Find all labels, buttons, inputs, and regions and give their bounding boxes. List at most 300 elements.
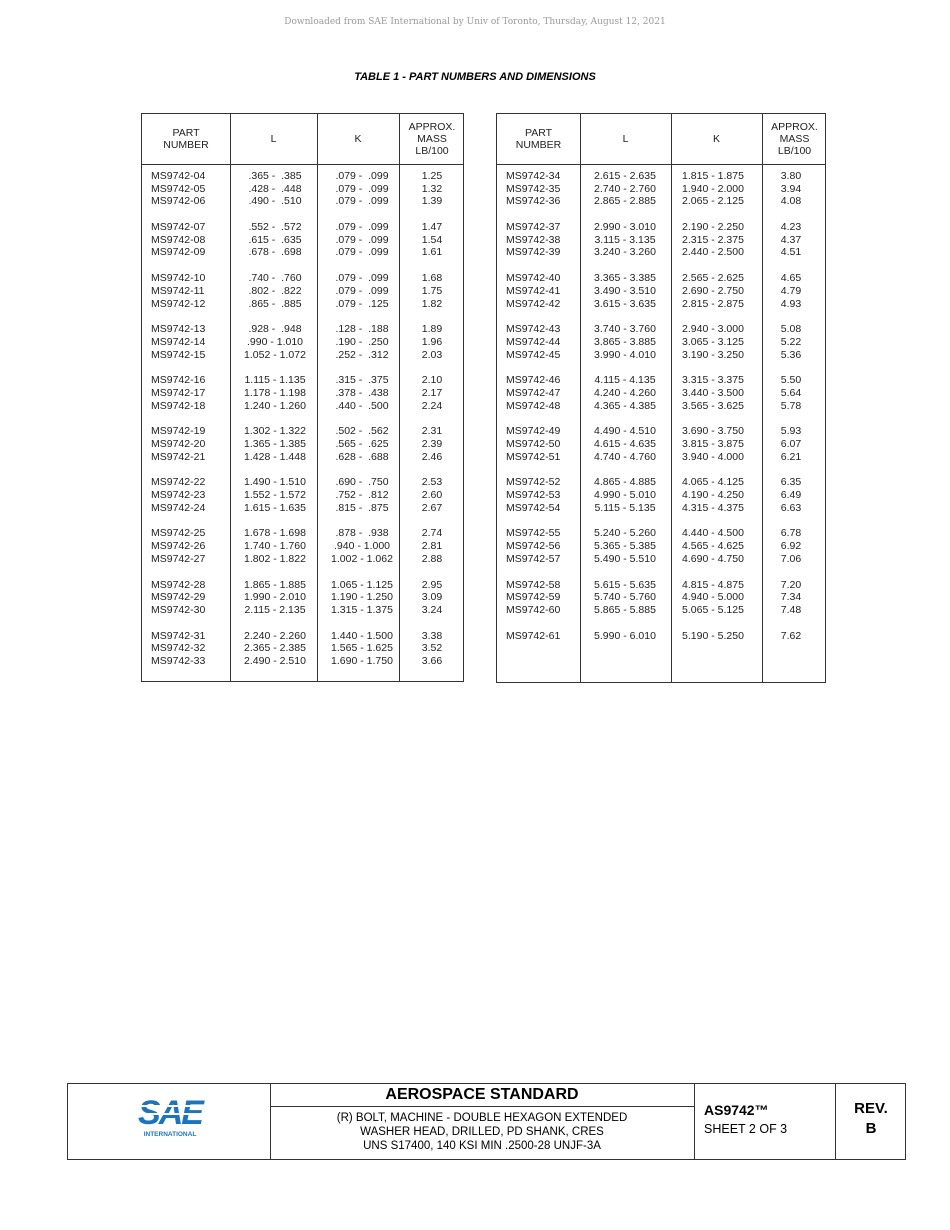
cell-k: .079 - .099 — [335, 272, 389, 285]
cell-mass: 6.07 — [780, 438, 802, 450]
cell-k: .252 - .312 — [335, 348, 389, 361]
standard-type: AEROSPACE STANDARD — [385, 1086, 579, 1103]
cell-l: 1.678 - 1.698 — [244, 527, 306, 540]
row-group — [497, 221, 825, 259]
table-row — [497, 604, 825, 617]
cell-l: .678 - .698 — [248, 246, 302, 259]
table-row — [497, 349, 825, 362]
cell-l: 2.865 - 2.885 — [594, 195, 656, 208]
cell-k: .315 - .375 — [335, 374, 389, 387]
cell-l: 2.990 - 3.010 — [594, 221, 656, 234]
table-row — [497, 400, 825, 413]
cell-mass: 1.25 — [421, 170, 443, 182]
table-row — [497, 425, 825, 438]
cell-part-number: MS9742-44 — [506, 335, 561, 348]
cell-part-number: MS9742-09 — [151, 246, 206, 259]
cell-k: 1.815 - 1.875 — [682, 170, 744, 182]
table-row — [497, 553, 825, 566]
cell-mass: 2.60 — [421, 489, 443, 502]
cell-part-number: MS9742-56 — [506, 540, 561, 553]
row-group — [142, 630, 463, 668]
cell-part-number: MS9742-26 — [151, 540, 206, 553]
cell-k: .690 - .750 — [335, 476, 389, 489]
cell-part-number: MS9742-17 — [151, 386, 206, 399]
cell-mass: 6.49 — [780, 489, 802, 502]
header-divider — [497, 164, 825, 165]
table-row — [497, 170, 825, 183]
cell-mass: 3.80 — [780, 170, 802, 182]
cell-k: 2.065 - 2.125 — [682, 195, 744, 208]
cell-part-number: MS9742-25 — [151, 527, 206, 540]
cell-k: 2.940 - 3.000 — [682, 323, 744, 336]
table-row — [142, 272, 463, 285]
table-title: TABLE 1 - PART NUMBERS AND DIMENSIONS — [354, 71, 596, 83]
cell-mass: 2.67 — [421, 501, 443, 514]
cell-l: 5.240 - 5.260 — [594, 527, 656, 540]
cell-l: .490 - .510 — [248, 195, 302, 208]
table-row — [142, 591, 463, 604]
cell-part-number: MS9742-07 — [151, 221, 206, 234]
table-row — [142, 323, 463, 336]
table-row — [142, 489, 463, 502]
table-row — [142, 553, 463, 566]
cell-part-number: MS9742-47 — [506, 386, 561, 399]
cell-l: 1.240 - 1.260 — [244, 399, 306, 412]
header-divider — [142, 164, 463, 165]
row-group — [497, 476, 825, 514]
cell-part-number: MS9742-08 — [151, 233, 206, 246]
cell-l: 1.615 - 1.635 — [244, 501, 306, 514]
cell-l: .865 - .885 — [248, 297, 302, 310]
table-row — [142, 451, 463, 464]
cell-mass: 1.68 — [421, 272, 443, 285]
table-row — [142, 502, 463, 515]
cell-mass: 1.39 — [421, 195, 443, 208]
cell-mass: 6.78 — [780, 527, 802, 540]
row-group — [142, 272, 463, 310]
cell-part-number: MS9742-12 — [151, 297, 206, 310]
cell-l: 2.490 - 2.510 — [244, 654, 306, 667]
cell-l: 1.365 - 1.385 — [244, 438, 306, 450]
table-row — [497, 540, 825, 553]
cell-mass: 5.78 — [780, 399, 802, 412]
cell-part-number: MS9742-52 — [506, 476, 561, 489]
cell-mass: 1.47 — [421, 221, 443, 234]
cell-part-number: MS9742-58 — [506, 578, 561, 591]
table-row — [142, 246, 463, 259]
cell-l: 1.740 - 1.760 — [244, 540, 306, 553]
cell-k: 4.565 - 4.625 — [682, 540, 744, 553]
cell-mass: 7.48 — [780, 603, 802, 616]
table-row — [497, 336, 825, 349]
cell-mass: 1.89 — [421, 323, 443, 336]
cell-k: 2.690 - 2.750 — [682, 284, 744, 297]
table-row — [142, 655, 463, 668]
cell-part-number: MS9742-59 — [506, 591, 561, 604]
cell-l: .740 - .760 — [248, 272, 302, 285]
row-group — [497, 323, 825, 361]
cell-mass: 2.17 — [421, 386, 443, 399]
cell-part-number: MS9742-22 — [151, 476, 206, 489]
cell-part-number: MS9742-16 — [151, 374, 206, 387]
cell-part-number: MS9742-28 — [151, 578, 206, 591]
cell-k: 3.440 - 3.500 — [682, 386, 744, 399]
table-row — [142, 170, 463, 183]
cell-l: 5.865 - 5.885 — [594, 603, 656, 616]
description-line: (R) BOLT, MACHINE - DOUBLE HEXAGON EXTENDED — [336, 1112, 628, 1124]
header-part-number: PART NUMBER — [515, 127, 562, 151]
table-row — [142, 336, 463, 349]
cell-k: .940 - 1.000 — [333, 540, 391, 553]
header-l: L — [270, 133, 277, 145]
cell-part-number: MS9742-06 — [151, 195, 206, 208]
cell-mass: 5.50 — [780, 374, 802, 387]
cell-k: 4.440 - 4.500 — [682, 527, 744, 540]
cell-k: 2.190 - 2.250 — [682, 221, 744, 234]
cell-mass: 3.09 — [421, 591, 443, 604]
cell-mass: 6.35 — [780, 476, 802, 489]
row-group — [142, 221, 463, 259]
cell-mass: 1.54 — [421, 233, 443, 246]
row-group — [497, 374, 825, 412]
cell-k: 4.690 - 4.750 — [682, 552, 744, 565]
block-divider — [694, 1084, 695, 1159]
logo-wordmark: SAE — [138, 1094, 202, 1132]
cell-k: .079 - .099 — [335, 170, 389, 182]
table-row — [142, 400, 463, 413]
cell-mass: 7.20 — [780, 578, 802, 591]
cell-k: 5.190 - 5.250 — [682, 629, 744, 642]
cell-part-number: MS9742-42 — [506, 297, 561, 310]
cell-k: 4.065 - 4.125 — [682, 476, 744, 489]
cell-mass: 6.21 — [780, 450, 802, 463]
cell-mass: 2.46 — [421, 450, 443, 463]
cell-part-number: MS9742-29 — [151, 591, 206, 604]
cell-k: .128 - .188 — [335, 323, 389, 336]
cell-l: 1.802 - 1.822 — [244, 552, 306, 565]
cell-part-number: MS9742-54 — [506, 501, 561, 514]
cell-k: .878 - .938 — [335, 527, 389, 540]
cell-l: 4.365 - 4.385 — [594, 399, 656, 412]
cell-k: 3.190 - 3.250 — [682, 348, 744, 361]
sheet-number: SHEET 2 OF 3 — [704, 1122, 788, 1136]
cell-l: 2.740 - 2.760 — [594, 182, 656, 195]
header-mass: APPROX. MASS LB/100 — [408, 121, 456, 157]
cell-mass: 4.51 — [780, 246, 802, 259]
table-row — [497, 285, 825, 298]
cell-mass: 4.65 — [780, 272, 802, 285]
table-row — [497, 527, 825, 540]
cell-part-number: MS9742-32 — [151, 642, 206, 655]
cell-k: 2.815 - 2.875 — [682, 297, 744, 310]
cell-k: 3.065 - 3.125 — [682, 335, 744, 348]
table-row — [497, 489, 825, 502]
description-line: WASHER HEAD, DRILLED, PD SHANK, CRES — [360, 1126, 604, 1138]
revision-value: B — [865, 1120, 877, 1137]
cell-part-number: MS9742-13 — [151, 323, 206, 336]
table-row — [497, 323, 825, 336]
cell-part-number: MS9742-46 — [506, 374, 561, 387]
cell-k: 1.690 - 1.750 — [331, 654, 393, 667]
cell-part-number: MS9742-34 — [506, 170, 561, 182]
cell-k: .440 - .500 — [335, 399, 389, 412]
cell-k: .815 - .875 — [335, 501, 389, 514]
cell-part-number: MS9742-33 — [151, 654, 206, 667]
logo-subtext: INTERNATIONAL — [143, 1131, 197, 1138]
cell-part-number: MS9742-48 — [506, 399, 561, 412]
cell-l: 5.115 - 5.135 — [594, 501, 656, 514]
cell-l: 1.428 - 1.448 — [244, 450, 306, 463]
cell-l: 4.240 - 4.260 — [594, 386, 656, 399]
cell-mass: 2.88 — [421, 552, 443, 565]
row-group — [497, 579, 825, 617]
cell-k: .378 - .438 — [335, 386, 389, 399]
cell-l: .990 - 1.010 — [246, 335, 304, 348]
cell-k: 2.565 - 2.625 — [682, 272, 744, 285]
table-row — [497, 502, 825, 515]
cell-part-number: MS9742-11 — [151, 284, 205, 297]
cell-l: 4.115 - 4.135 — [594, 374, 656, 387]
cell-l: 4.740 - 4.760 — [594, 450, 656, 463]
cell-k: 3.315 - 3.375 — [682, 374, 744, 387]
cell-part-number: MS9742-18 — [151, 399, 206, 412]
cell-mass: 1.82 — [421, 297, 443, 310]
cell-mass: 5.36 — [780, 348, 802, 361]
row-group — [497, 630, 825, 643]
cell-mass: 5.08 — [780, 323, 802, 336]
table-row — [142, 540, 463, 553]
part-description — [270, 1111, 694, 1153]
cell-l: 1.490 - 1.510 — [244, 476, 306, 489]
table-body — [142, 170, 463, 681]
cell-k: 3.690 - 3.750 — [682, 425, 744, 438]
cell-mass: 4.37 — [780, 233, 802, 246]
cell-part-number: MS9742-15 — [151, 348, 206, 361]
table-row — [497, 579, 825, 592]
cell-mass: 6.63 — [780, 501, 802, 514]
table-row — [497, 246, 825, 259]
cell-l: 1.552 - 1.572 — [244, 489, 306, 502]
cell-mass: 5.22 — [780, 335, 802, 348]
cell-l: .428 - .448 — [248, 182, 302, 195]
cell-k: 1.315 - 1.375 — [331, 603, 393, 616]
cell-l: 2.365 - 2.385 — [244, 642, 306, 655]
table-row — [142, 604, 463, 617]
cell-k: 2.315 - 2.375 — [682, 233, 744, 246]
table-row — [142, 298, 463, 311]
cell-l: 3.240 - 3.260 — [594, 246, 656, 259]
table-row — [142, 476, 463, 489]
download-watermark: Downloaded from SAE International by Univ of Toronto, Thursday, August 12, 2021 — [284, 17, 666, 27]
cell-part-number: MS9742-55 — [506, 527, 561, 540]
sae-logo — [134, 1094, 206, 1140]
cell-part-number: MS9742-30 — [151, 603, 206, 616]
cell-part-number: MS9742-38 — [506, 233, 561, 246]
cell-l: 1.865 - 1.885 — [244, 578, 306, 591]
title-block — [67, 1083, 906, 1160]
table-row — [497, 221, 825, 234]
cell-mass: 2.95 — [421, 578, 443, 591]
cell-part-number: MS9742-45 — [506, 348, 561, 361]
cell-k: 4.190 - 4.250 — [682, 489, 744, 502]
cell-l: 1.178 - 1.198 — [244, 386, 306, 399]
cell-part-number: MS9742-31 — [151, 629, 206, 642]
document-number: AS9742™ — [704, 1102, 769, 1118]
cell-mass: 2.10 — [421, 374, 443, 387]
table-row — [497, 451, 825, 464]
cell-l: .802 - .822 — [248, 284, 302, 297]
cell-mass: 4.23 — [780, 221, 802, 234]
cell-l: .928 - .948 — [248, 323, 302, 336]
cell-l: 5.615 - 5.635 — [594, 578, 656, 591]
cell-l: 4.615 - 4.635 — [594, 438, 656, 450]
cell-part-number: MS9742-24 — [151, 501, 206, 514]
header-k: K — [712, 133, 720, 145]
cell-part-number: MS9742-57 — [506, 552, 561, 565]
cell-part-number: MS9742-21 — [151, 450, 206, 463]
cell-l: 5.365 - 5.385 — [594, 540, 656, 553]
cell-l: 5.990 - 6.010 — [594, 629, 656, 642]
cell-mass: 6.92 — [780, 540, 802, 553]
table-row — [142, 183, 463, 196]
cell-mass: 2.81 — [421, 540, 443, 553]
cell-l: 1.052 - 1.072 — [244, 348, 306, 361]
table-row — [142, 221, 463, 234]
cell-part-number: MS9742-27 — [151, 552, 206, 565]
cell-part-number: MS9742-04 — [151, 170, 206, 182]
cell-k: 4.940 - 5.000 — [682, 591, 744, 604]
cell-l: 1.302 - 1.322 — [244, 425, 306, 438]
cell-k: 5.065 - 5.125 — [682, 603, 744, 616]
cell-l: 2.240 - 2.260 — [244, 629, 306, 642]
cell-part-number: MS9742-20 — [151, 438, 206, 450]
cell-k: .079 - .099 — [335, 221, 389, 234]
table-row — [142, 642, 463, 655]
table-row — [497, 195, 825, 208]
cell-part-number: MS9742-37 — [506, 221, 561, 234]
cell-part-number: MS9742-43 — [506, 323, 561, 336]
cell-k: 1.190 - 1.250 — [331, 591, 393, 604]
revision — [836, 1099, 906, 1139]
cell-mass: 3.94 — [780, 182, 802, 195]
table-row — [497, 183, 825, 196]
cell-mass: 7.06 — [780, 552, 802, 565]
cell-part-number: MS9742-60 — [506, 603, 561, 616]
cell-l: 4.990 - 5.010 — [594, 489, 656, 502]
cell-l: .365 - .385 — [248, 170, 302, 182]
row-group — [142, 425, 463, 463]
cell-mass: 1.32 — [421, 182, 443, 195]
cell-mass: 5.64 — [780, 386, 802, 399]
row-group — [142, 579, 463, 617]
cell-k: .628 - .688 — [335, 450, 389, 463]
header-k: K — [354, 133, 362, 145]
cell-part-number: MS9742-14 — [151, 335, 206, 348]
cell-k: .079 - .099 — [335, 246, 389, 259]
cell-mass: 3.52 — [421, 642, 443, 655]
cell-part-number: MS9742-41 — [506, 284, 561, 297]
row-group — [497, 272, 825, 310]
row-group — [497, 425, 825, 463]
cell-part-number: MS9742-23 — [151, 489, 206, 502]
cell-k: 3.565 - 3.625 — [682, 399, 744, 412]
cell-part-number: MS9742-50 — [506, 438, 561, 450]
cell-mass: 1.75 — [421, 284, 443, 297]
cell-k: 3.940 - 4.000 — [682, 450, 744, 463]
header-l: L — [622, 133, 629, 145]
cell-mass: 1.96 — [421, 335, 443, 348]
cell-part-number: MS9742-35 — [506, 182, 561, 195]
cell-k: .565 - .625 — [335, 438, 389, 450]
cell-l: 3.365 - 3.385 — [594, 272, 656, 285]
table-row — [142, 285, 463, 298]
cell-k: .502 - .562 — [335, 425, 389, 438]
cell-mass: 1.61 — [421, 246, 443, 259]
row-group — [142, 476, 463, 514]
cell-k: 2.440 - 2.500 — [682, 246, 744, 259]
cell-l: 3.740 - 3.760 — [594, 323, 656, 336]
cell-part-number: MS9742-53 — [506, 489, 561, 502]
cell-k: .079 - .099 — [335, 233, 389, 246]
cell-mass: 2.39 — [421, 438, 443, 450]
cell-k: 4.815 - 4.875 — [682, 578, 744, 591]
cell-part-number: MS9742-05 — [151, 182, 206, 195]
cell-l: 1.990 - 2.010 — [244, 591, 306, 604]
cell-k: .190 - .250 — [335, 335, 389, 348]
cell-mass: 2.53 — [421, 476, 443, 489]
cell-l: 5.490 - 5.510 — [594, 552, 656, 565]
cell-mass: 7.34 — [780, 591, 802, 604]
table-row — [142, 374, 463, 387]
table-row — [497, 591, 825, 604]
cell-part-number: MS9742-36 — [506, 195, 561, 208]
cell-part-number: MS9742-39 — [506, 246, 561, 259]
cell-mass: 2.03 — [421, 348, 443, 361]
cell-k: .079 - .099 — [335, 284, 389, 297]
cell-k: .079 - .125 — [335, 297, 389, 310]
cell-part-number: MS9742-10 — [151, 272, 206, 285]
header-mass: APPROX. MASS LB/100 — [771, 121, 818, 157]
cell-mass: 4.93 — [780, 297, 802, 310]
cell-l: 5.740 - 5.760 — [594, 591, 656, 604]
row-group — [142, 527, 463, 565]
cell-mass: 7.62 — [780, 629, 802, 642]
row-group — [497, 527, 825, 565]
cell-l: .615 - .635 — [248, 233, 302, 246]
table-row — [142, 579, 463, 592]
table-row — [497, 476, 825, 489]
cell-part-number: MS9742-40 — [506, 272, 561, 285]
table-row — [497, 630, 825, 643]
cell-l: 2.115 - 2.135 — [244, 603, 306, 616]
row-group — [142, 374, 463, 412]
revision-label: REV. — [854, 1100, 888, 1117]
cell-k: 3.815 - 3.875 — [682, 438, 744, 450]
cell-k: 1.002 - 1.062 — [331, 552, 393, 565]
cell-k: .752 - .812 — [335, 489, 389, 502]
cell-mass: 2.24 — [421, 399, 443, 412]
cell-k: 4.315 - 4.375 — [682, 501, 744, 514]
cell-k: 1.065 - 1.125 — [331, 578, 393, 591]
block-divider — [270, 1106, 694, 1107]
table-row — [142, 387, 463, 400]
cell-part-number: MS9742-49 — [506, 425, 561, 438]
cell-l: .552 - .572 — [248, 221, 302, 234]
table-row — [497, 234, 825, 247]
cell-l: 3.615 - 3.635 — [594, 297, 656, 310]
cell-mass: 2.74 — [421, 527, 443, 540]
cell-mass: 3.24 — [421, 603, 443, 616]
